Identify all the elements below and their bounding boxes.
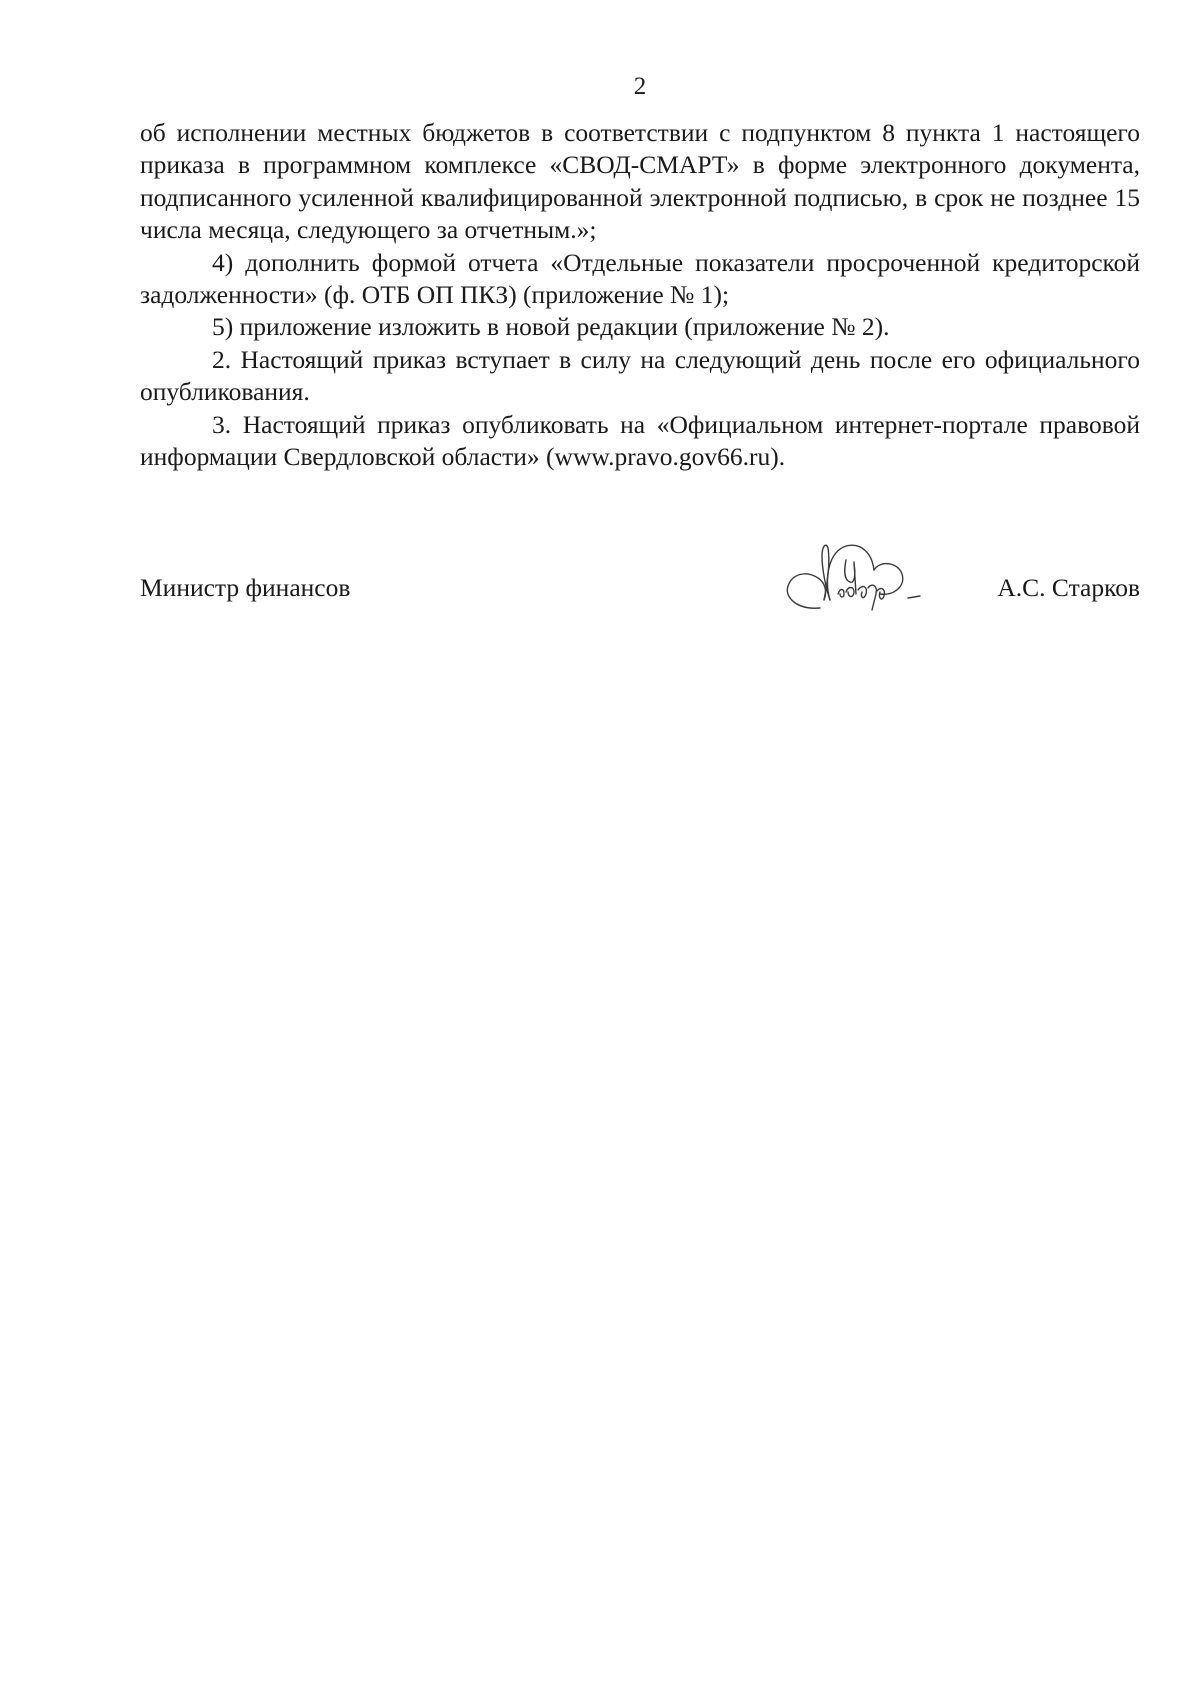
paragraph-continuation: об исполнении местных бюджетов в соответствии с подпунктом 8 пункта 1 настоящего приказа в программном комплексе «СВОД-СМАРТ» в форме электронного документа, подписанного усиленной квалифицированной электронной подписью, в срок не позднее 15 числа месяца, следующего за отчетным.»; xyxy=(140,118,1140,245)
paragraph-item-5: 5) приложение изложить в новой редакции (приложение № 2). xyxy=(212,312,890,342)
paragraph-clause-3: 3. Настоящий приказ опубликовать на «Официальном интернет-портале правовой информации Свердловской области» (www.pravo.gov66.ru). xyxy=(140,409,1140,472)
document-body xyxy=(140,117,1140,473)
signer-title: Министр финансов xyxy=(140,573,351,602)
handwritten-signature-icon xyxy=(780,540,970,620)
page-number: 2 xyxy=(633,73,647,100)
signature-block xyxy=(140,540,1140,630)
paragraph-item-4: 4) дополнить формой отчета «Отдельные показатели просроченной кредиторской задолженности» (ф. ОТБ ОП ПКЗ) (приложение № 1); xyxy=(140,247,1140,310)
signer-name: А.С. Старков xyxy=(997,573,1140,602)
paragraph-clause-2: 2. Настоящий приказ вступает в силу на следующий день после его официального опубликования. xyxy=(140,344,1140,407)
